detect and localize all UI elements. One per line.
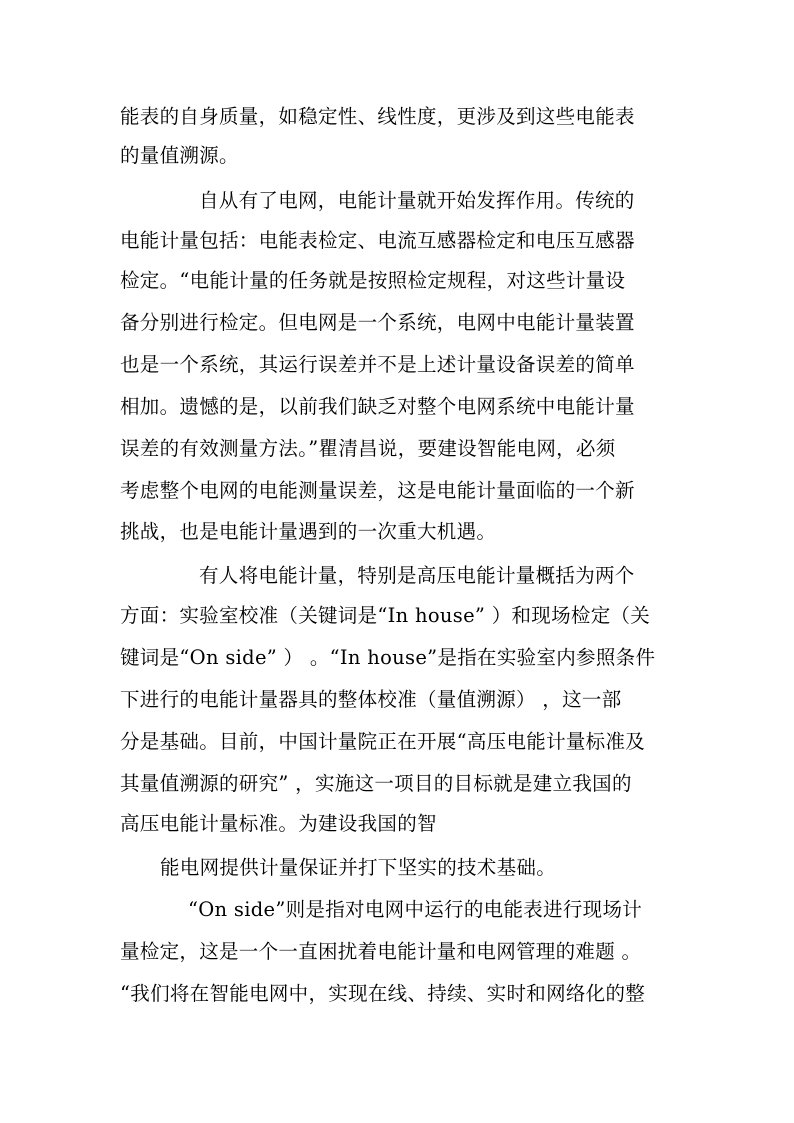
text-line: 的量值溯源。: [120, 144, 239, 167]
text-line: 键词是“On side” ） 。“In house”是指在实验室内参照条件: [120, 646, 656, 669]
text-line: 电能计量包括：电能表检定、电流互感器检定和电压互感器: [120, 229, 635, 252]
text-line: 分是基础。目前，中国计量院正在开展“高压电能计量标准及: [120, 730, 646, 753]
text-line: 能表的自身质量，如稳定性、线性度，更涉及到这些电能表: [120, 105, 635, 128]
text-line: 检定。“电能计量的任务就是按照检定规程，对这些计量设: [120, 269, 626, 292]
text-line: “我们将在智能电网中，实现在线、持续、实时和网络化的整: [120, 982, 646, 1005]
text-line: “On side”则是指对电网中运行的电能表进行现场计: [188, 898, 643, 921]
text-line: 误差的有效测量方法。”瞿清昌说，要建设智能电网，必须: [120, 437, 616, 460]
text-line: 能电网提供计量保证并打下坚实的技术基础。: [160, 856, 557, 879]
text-line: 也是一个系统，其运行误差并不是上述计量设备误差的简单: [120, 353, 635, 376]
text-line: 挑战，也是电能计量遇到的一次重大机遇。: [120, 520, 497, 543]
text-line: 相加。遗憾的是，以前我们缺乏对整个电网系统中电能计量: [120, 395, 635, 418]
text-line: 其量值溯源的研究” ，实施这一项目的目标就是建立我国的: [120, 772, 632, 795]
text-line: 备分别进行检定。但电网是一个系统，电网中电能计量装置: [120, 311, 635, 334]
text-line: 方面：实验室校准（关键词是“In house” ）和现场检定（关: [120, 604, 651, 627]
text-line: 自从有了电网，电能计量就开始发挥作用。传统的: [199, 189, 635, 212]
text-line: 考虑整个电网的电能测量误差，这是电能计量面临的一个新: [120, 479, 635, 502]
text-line: 量检定，这是一个一直困扰着电能计量和电网管理的难题 。: [120, 940, 642, 963]
text-line: 有人将电能计量，特别是高压电能计量概括为两个: [199, 564, 635, 587]
text-line: 下进行的电能计量器具的整体校准（量值溯源） ，这一部: [120, 688, 622, 711]
text-line: 高压电能计量标准。为建设我国的智: [120, 812, 437, 835]
